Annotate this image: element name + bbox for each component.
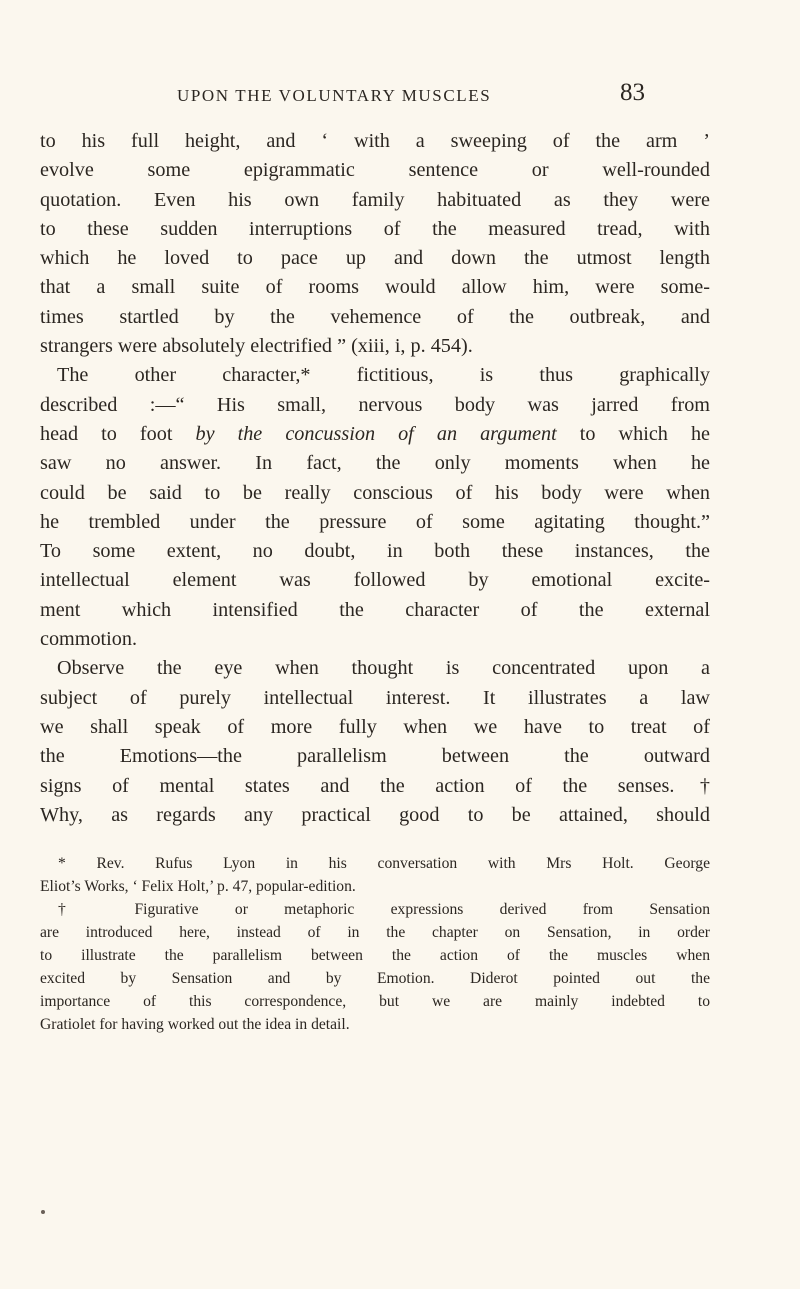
text-line: which he loved to pace up and down the utmost length — [40, 247, 710, 270]
footnotes — [40, 852, 710, 1036]
running-head — [40, 79, 720, 120]
paragraph-1 — [40, 127, 710, 361]
footnote-line: Eliot’s Works, ‘ Felix Holt,’ p. 47, popular-edition. — [40, 878, 356, 895]
body-text — [40, 127, 710, 830]
text-line: saw no answer. In fact, the only moments when he — [40, 452, 710, 475]
text-line: described :—“ His small, nervous body was jarred from — [40, 393, 710, 416]
text-line: to these sudden interruptions of the measured tread, with — [40, 217, 710, 240]
text-line: Why, as regards any practical good to be attained, should — [40, 803, 710, 826]
text-line: times startled by the vehemence of the outbreak, and — [40, 305, 710, 328]
text-line: The other character,* fictitious, is thus graphically — [57, 364, 710, 387]
text-line: strangers were absolutely electrified ” (xiii, i, p. 454). — [40, 335, 473, 358]
footnote-line: * Rev. Rufus Lyon in his conversation with Mrs Holt. George — [58, 855, 710, 872]
footnote-line: excited by Sensation and by Emotion. Diderot pointed out the — [40, 970, 710, 987]
text-line: Observe the eye when thought is concentrated upon a — [57, 657, 710, 680]
text-line: signs of mental states and the action of the senses.† — [40, 774, 710, 797]
footnote-line: are introduced here, instead of in the chapter on Sensation, in order — [40, 924, 710, 941]
footnote-line: Gratiolet for having worked out the idea in detail. — [40, 1016, 350, 1033]
page-number: 83 — [620, 79, 645, 106]
ink-speck — [41, 1210, 45, 1214]
footnote-line: importance of this correspondence, but we are mainly indebted to — [40, 993, 710, 1010]
footnote-line: † Figurative or metaphoric expressions derived from Sensation — [58, 901, 710, 918]
footnote-line: to illustrate the parallelism between the action of the muscles when — [40, 947, 710, 964]
text-line-with-italic — [40, 420, 710, 449]
running-title: UPON THE VOLUNTARY MUSCLES — [177, 86, 492, 105]
text-line: the Emotions—the parallelism between the outward — [40, 745, 710, 768]
text-line: intellectual element was followed by emotional excite- — [40, 569, 710, 592]
text-line: ment which intensified the character of the external — [40, 598, 710, 621]
footnote-2 — [40, 898, 710, 1036]
footnote-1 — [40, 852, 710, 898]
italic-phrase: by the concussion of an argument — [195, 422, 557, 445]
text-line: evolve some epigrammatic sentence or well-rounded — [40, 159, 710, 182]
text-segment: head to foot — [40, 422, 196, 445]
text-line: to his full height, and ‘ with a sweeping of the arm ’ — [40, 130, 710, 152]
text-line: quotation. Even his own family habituated as they were — [40, 188, 710, 211]
paragraph-3 — [40, 654, 710, 830]
text-line: that a small suite of rooms would allow him, were some- — [40, 276, 710, 299]
text-line: we shall speak of more fully when we have to treat of — [40, 715, 710, 738]
text-line: commotion. — [40, 628, 138, 651]
text-line: subject of purely intellectual interest. It illustrates a law — [40, 686, 710, 709]
text-line: could be said to be really conscious of his body were when — [40, 481, 710, 504]
paragraph-2 — [40, 361, 710, 654]
text-line: To some extent, no doubt, in both these instances, the — [40, 540, 710, 563]
text-segment: to which he — [556, 422, 710, 445]
text-line: he trembled under the pressure of some agitating thought.” — [40, 510, 710, 533]
